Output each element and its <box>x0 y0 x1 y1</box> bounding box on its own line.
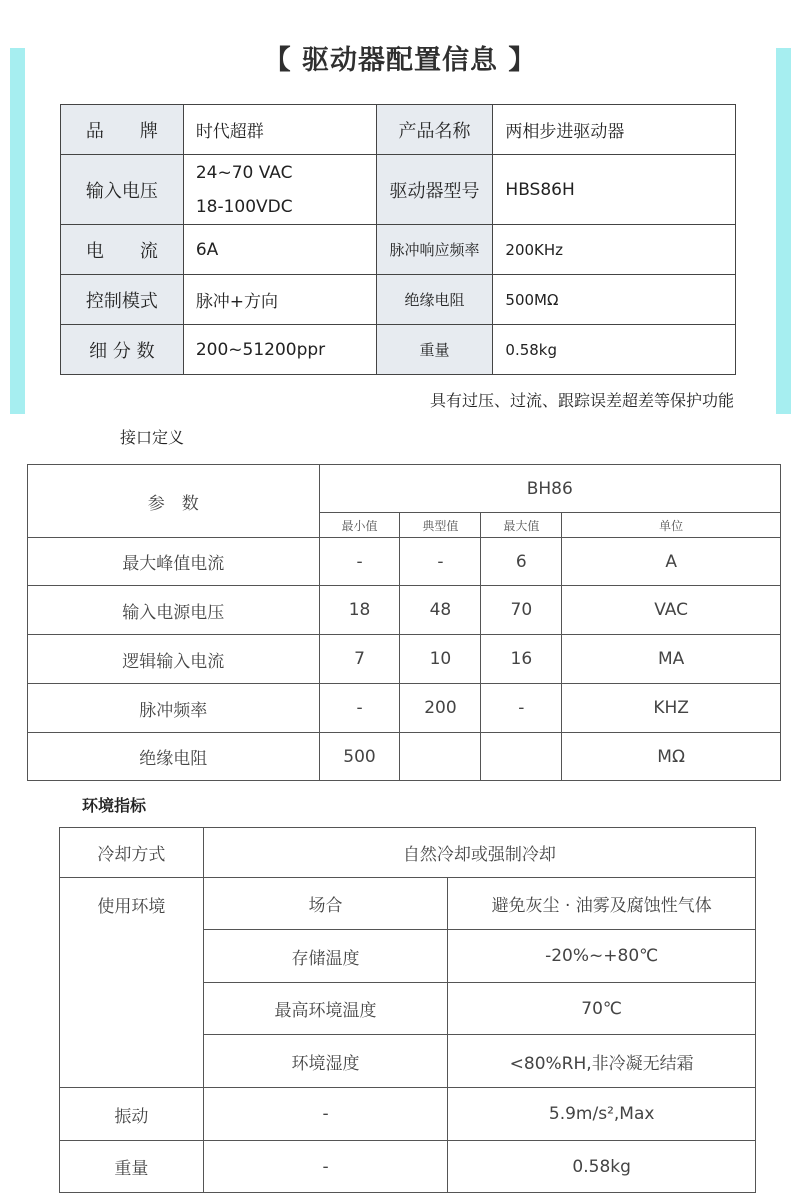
config-row <box>61 325 736 375</box>
weight-value: 0.58kg <box>448 1141 756 1193</box>
model-header: BH86 <box>319 465 780 513</box>
param-min: - <box>319 684 400 733</box>
subheader-typ: 典型值 <box>400 513 481 538</box>
param-unit: MΩ <box>562 733 781 781</box>
voltage-ac: 24~70 VAC <box>195 162 293 183</box>
param-name: 输入电源电压 <box>28 586 320 635</box>
cooling-label: 冷却方式 <box>60 828 204 878</box>
config-value: 两相步进驱动器 <box>493 105 736 155</box>
param-min: 18 <box>319 586 400 635</box>
param-typ: 48 <box>400 586 481 635</box>
page-title: 【 驱动器配置信息 】 <box>263 45 537 76</box>
param-unit: VAC <box>562 586 781 635</box>
config-value: HBS86H <box>493 155 736 225</box>
table-row <box>28 733 781 781</box>
config-row <box>61 155 736 225</box>
config-label: 输入电压 <box>61 155 184 225</box>
param-max: 16 <box>481 635 562 684</box>
param-header: 参 数 <box>28 465 320 538</box>
config-label: 细 分 数 <box>61 325 184 375</box>
param-unit: A <box>562 538 781 586</box>
param-max: 70 <box>481 586 562 635</box>
usage-value: <80%RH,非冷凝无结霜 <box>448 1035 756 1088</box>
config-value: 200~51200ppr <box>183 325 376 375</box>
env-row <box>60 878 756 930</box>
environment-section-title: 环境指标 <box>82 796 147 815</box>
config-label: 产品名称 <box>376 105 493 155</box>
table-row <box>28 586 781 635</box>
config-value: 500MΩ <box>493 275 736 325</box>
param-unit: KHZ <box>562 684 781 733</box>
param-typ: 10 <box>400 635 481 684</box>
param-max <box>481 733 562 781</box>
env-row <box>60 1088 756 1141</box>
param-max: - <box>481 684 562 733</box>
environment-table <box>59 827 756 1193</box>
param-max: 6 <box>481 538 562 586</box>
interface-header-row <box>28 465 781 513</box>
config-table <box>60 104 736 375</box>
left-accent-bar <box>10 48 25 414</box>
env-row <box>60 828 756 878</box>
table-row <box>28 538 781 586</box>
param-unit: MA <box>562 635 781 684</box>
usage-item: 环境湿度 <box>203 1035 448 1088</box>
param-name: 脉冲频率 <box>28 684 320 733</box>
param-typ <box>400 733 481 781</box>
weight-item: - <box>203 1141 448 1193</box>
interface-table <box>27 464 781 781</box>
config-label: 脉冲响应频率 <box>376 225 493 275</box>
config-value: 脉冲+方向 <box>183 275 376 325</box>
config-label: 驱动器型号 <box>376 155 493 225</box>
config-value: 时代超群 <box>183 105 376 155</box>
right-accent-bar <box>776 48 791 414</box>
env-row <box>60 1141 756 1193</box>
usage-item: 最高环境温度 <box>203 983 448 1035</box>
config-value <box>183 155 376 225</box>
config-label: 控制模式 <box>61 275 184 325</box>
cooling-value: 自然冷却或强制冷却 <box>203 828 755 878</box>
usage-value: 避免灰尘 · 油雾及腐蚀性气体 <box>448 878 756 930</box>
usage-item: 存储温度 <box>203 930 448 983</box>
protection-note: 具有过压、过流、跟踪误差超差等保护功能 <box>429 391 734 410</box>
config-value: 6A <box>183 225 376 275</box>
config-label: 重量 <box>376 325 493 375</box>
config-row <box>61 225 736 275</box>
table-row <box>28 684 781 733</box>
subheader-unit: 单位 <box>562 513 781 538</box>
config-row <box>61 275 736 325</box>
param-typ: 200 <box>400 684 481 733</box>
config-value: 200KHz <box>493 225 736 275</box>
config-row <box>61 105 736 155</box>
param-name: 最大峰值电流 <box>28 538 320 586</box>
config-label: 电 流 <box>61 225 184 275</box>
vibration-label: 振动 <box>60 1088 204 1141</box>
usage-value: -20%~+80℃ <box>448 930 756 983</box>
param-min: - <box>319 538 400 586</box>
subheader-max: 最大值 <box>481 513 562 538</box>
usage-item: 场合 <box>203 878 448 930</box>
voltage-dc: 18-100VDC <box>195 196 293 217</box>
config-value: 0.58kg <box>493 325 736 375</box>
config-label: 品 牌 <box>61 105 184 155</box>
interface-section-title: 接口定义 <box>120 428 185 447</box>
vibration-value: 5.9m/s²,Max <box>448 1088 756 1141</box>
param-name: 绝缘电阻 <box>28 733 320 781</box>
param-min: 500 <box>319 733 400 781</box>
usage-value: 70℃ <box>448 983 756 1035</box>
vibration-item: - <box>203 1088 448 1141</box>
subheader-min: 最小值 <box>319 513 400 538</box>
param-name: 逻辑输入电流 <box>28 635 320 684</box>
param-min: 7 <box>319 635 400 684</box>
table-row <box>28 635 781 684</box>
weight-label: 重量 <box>60 1141 204 1193</box>
param-typ: - <box>400 538 481 586</box>
config-label: 绝缘电阻 <box>376 275 493 325</box>
usage-label: 使用环境 <box>60 878 204 1088</box>
